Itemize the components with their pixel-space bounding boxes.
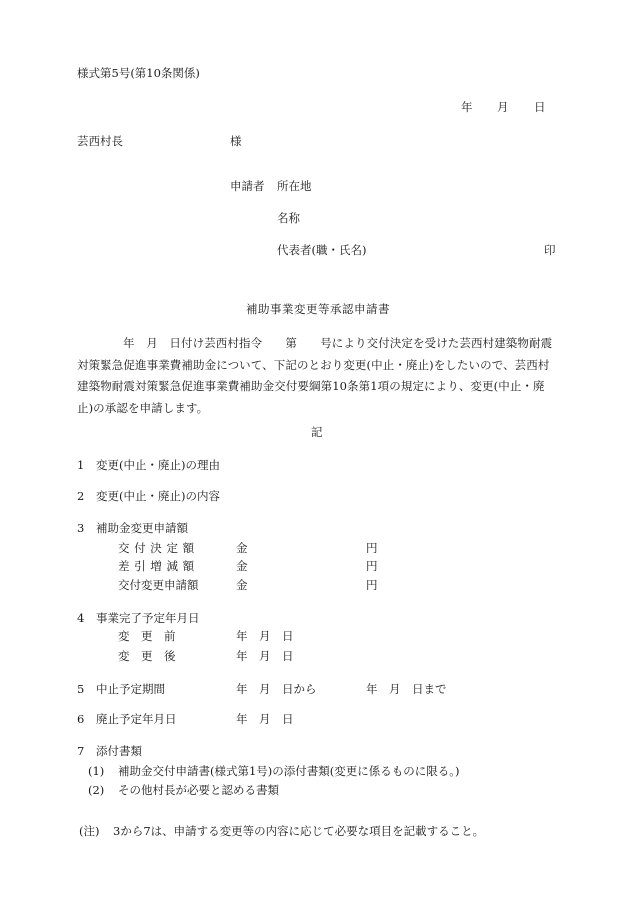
- item-3-number: 3: [77, 521, 85, 535]
- seal-mark: 印: [544, 243, 556, 257]
- document-title: 補助事業変更等承認申請書: [246, 302, 390, 316]
- item-6-label: 廃止予定年月日: [96, 712, 177, 726]
- form-number: 様式第5号(第10条関係): [77, 66, 200, 80]
- item-3-row-1-kin: 金: [236, 541, 248, 555]
- item-7-sub-2-text: その他村長が必要と認める書類: [118, 783, 279, 797]
- note-text: 3から7は、申請する変更等の内容に応じて必要な項目を記載すること。: [113, 824, 485, 838]
- note-label: (注): [79, 824, 100, 838]
- item-3-row-3-label: 交付変更申請額: [118, 578, 199, 592]
- item-6-number: 6: [77, 712, 85, 726]
- date-day-label: 日: [534, 100, 546, 114]
- item-2-number: 2: [77, 489, 85, 503]
- item-1-number: 1: [77, 458, 85, 472]
- item-4-label: 事業完了予定年月日: [96, 611, 200, 625]
- item-5-to-date: 年 月 日まで: [366, 682, 447, 696]
- item-4-row-2-label: 変 更 後: [118, 649, 176, 663]
- applicant-label: 申請者: [230, 179, 265, 193]
- date-month-label: 月: [497, 100, 509, 114]
- item-7-number: 7: [77, 744, 85, 758]
- item-7-label: 添付書類: [96, 744, 142, 758]
- applicant-name-label: 名称: [277, 211, 300, 225]
- item-5-from-date: 年 月 日から: [236, 682, 317, 696]
- body-paragraph: 年 月 日付け芸西村指令 第 号により交付決定を受けた芸西村建築物耐震対策緊急促進事業費補助金について、下記のとおり変更(中止・廃止)をしたいので、芸西村建築物耐震対策緊急促進事業費補助金交付要綱第10条第1項の規定により、変更(中止・廃止)の承認を申請します。: [77, 336, 553, 415]
- item-7-sub-1-text: 補助金交付申請書(様式第1号)の添付書類(変更に係るものに限る。): [118, 764, 460, 778]
- applicant-representative-label: 代表者(職・氏名): [277, 243, 367, 257]
- addressee-honorific: 様: [230, 134, 242, 148]
- item-4-row-2-date: 年 月 日: [236, 649, 294, 663]
- item-3-row-2-yen: 円: [366, 559, 378, 573]
- item-5-label: 中止予定期間: [96, 682, 165, 696]
- item-3-row-1-label: 交 付 決 定 額: [118, 541, 195, 555]
- item-3-row-2-label: 差 引 増 減 額: [118, 559, 195, 573]
- item-2-label: 変更(中止・廃止)の内容: [96, 489, 220, 503]
- applicant-address-label: 所在地: [277, 179, 312, 193]
- item-4-row-1-label: 変 更 前: [118, 629, 176, 643]
- item-3-row-3-yen: 円: [366, 578, 378, 592]
- item-5-number: 5: [77, 682, 85, 696]
- date-year-label: 年: [461, 100, 473, 114]
- item-1-label: 変更(中止・廃止)の理由: [96, 458, 220, 472]
- ki-heading: 記: [311, 425, 323, 439]
- item-7-sub-1-number: (1): [88, 764, 105, 778]
- item-3-row-1-yen: 円: [366, 541, 378, 555]
- item-3-label: 補助金変更申請額: [96, 521, 188, 535]
- item-4-row-1-date: 年 月 日: [236, 629, 294, 643]
- item-7-sub-2-number: (2): [88, 783, 105, 797]
- addressee-name: 芸西村長: [77, 134, 123, 148]
- item-3-row-2-kin: 金: [236, 559, 248, 573]
- item-6-date: 年 月 日: [236, 712, 294, 726]
- item-4-number: 4: [77, 611, 85, 625]
- item-3-row-3-kin: 金: [236, 578, 248, 592]
